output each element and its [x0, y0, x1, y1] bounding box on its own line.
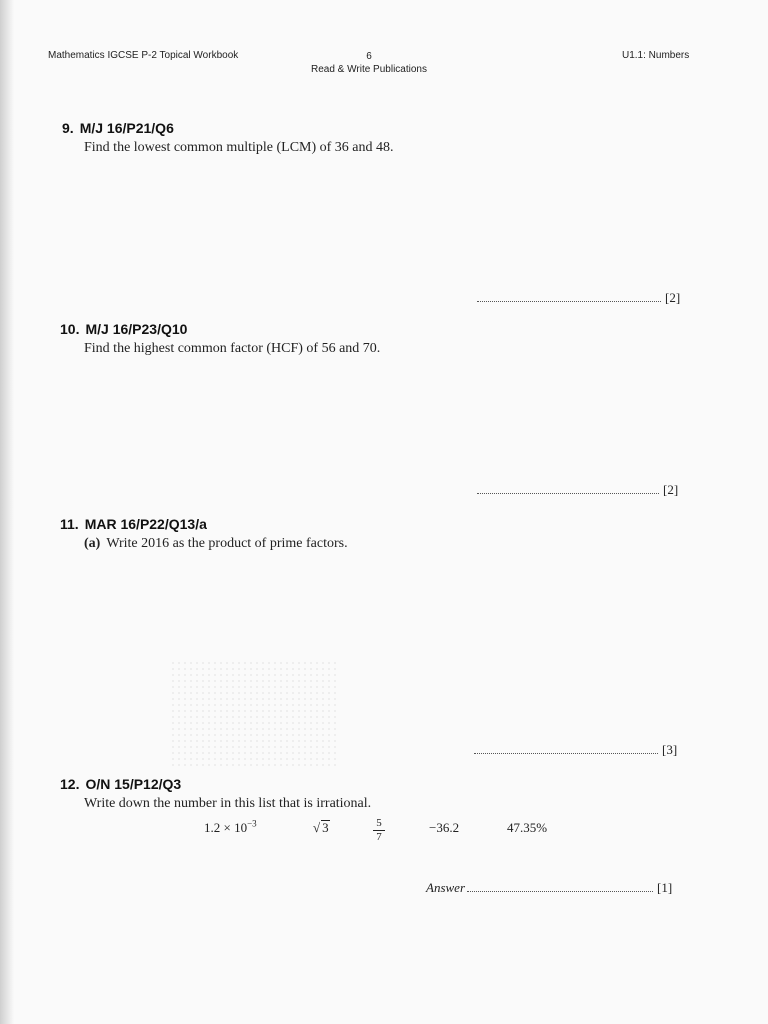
question-number: 12. [60, 776, 80, 792]
question-code: O/N 15/P12/Q3 [85, 776, 182, 792]
sci-exponent: −3 [247, 818, 257, 829]
question-number: 11. [60, 516, 79, 532]
question-12-text: Write down the number in this list that is irrational. [84, 796, 372, 811]
answer-dotted-line [477, 484, 659, 494]
publisher-name: Read & Write Publications [311, 64, 427, 75]
answer-dotted-line [467, 882, 653, 892]
list-fraction [373, 818, 385, 843]
question-9-heading [62, 120, 174, 136]
radical-sign: √ [313, 820, 321, 835]
question-number: 10. [60, 321, 80, 337]
question-11-answer-line [474, 742, 677, 758]
header-center [284, 50, 454, 76]
fraction-numerator: 5 [376, 817, 382, 829]
list-percentage: 47.35% [507, 820, 548, 835]
header-unit: U1.1: Numbers [622, 50, 690, 61]
question-number: 9. [62, 120, 74, 136]
marks: [1] [657, 880, 673, 895]
question-10-answer-line [477, 482, 678, 498]
marks: [3] [662, 742, 678, 757]
marks: [2] [663, 482, 679, 497]
question-10-heading [60, 321, 187, 337]
question-11-heading [60, 516, 207, 532]
part-text: Write 2016 as the product of prime factors. [106, 536, 348, 551]
sci-base: 1.2 × 10 [204, 820, 248, 835]
scan-noise [170, 660, 340, 770]
question-9-answer-line [477, 290, 680, 306]
radicand: 3 [322, 820, 329, 835]
question-9-text: Find the lowest common multiple (LCM) of 36 and 48. [84, 140, 394, 155]
question-12-heading [60, 776, 181, 792]
answer-dotted-line [474, 744, 658, 754]
answer-dotted-line [477, 292, 661, 302]
header-workbook-title: Mathematics IGCSE P-2 Topical Workbook [48, 50, 239, 61]
list-negative-decimal: −36.2 [429, 820, 460, 835]
list-scientific-notation [204, 820, 257, 836]
question-12-answer-line [426, 880, 672, 896]
question-10-text: Find the highest common factor (HCF) of 56 and 70. [84, 341, 381, 356]
question-code: M/J 16/P21/Q6 [79, 120, 174, 136]
scan-binding-edge [0, 0, 14, 1024]
answer-label: Answer [426, 880, 465, 895]
page-number: 6 [366, 51, 372, 62]
list-square-root [313, 820, 330, 836]
question-code: MAR 16/P22/Q13/a [84, 516, 207, 532]
question-code: M/J 16/P23/Q10 [85, 321, 188, 337]
fraction-denominator: 7 [376, 831, 382, 843]
question-11-text [84, 536, 348, 552]
marks: [2] [665, 290, 681, 305]
part-label: (a) [84, 536, 101, 551]
